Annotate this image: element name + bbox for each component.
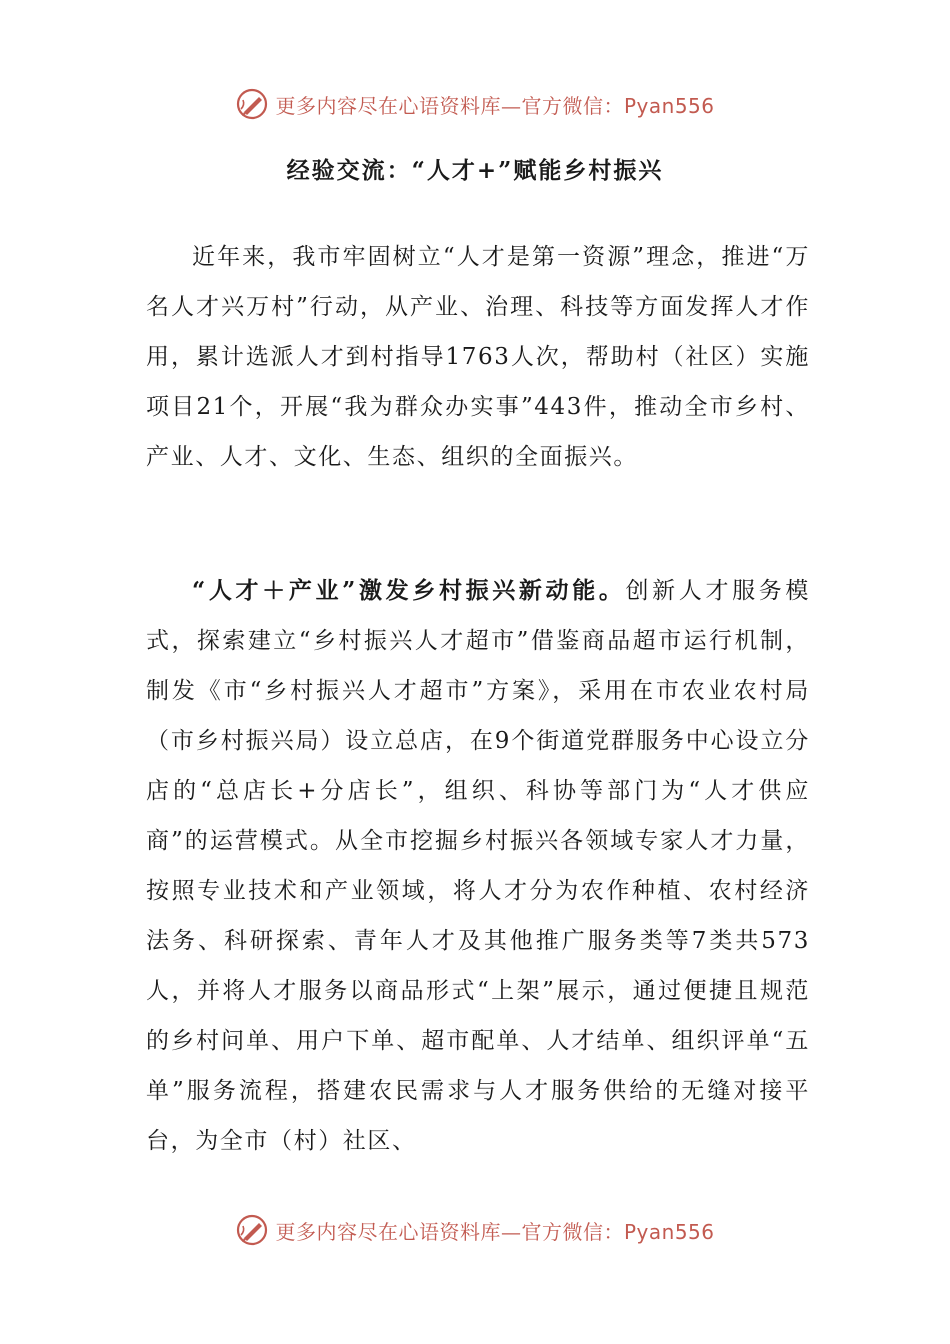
pen-seal-icon (235, 1213, 269, 1247)
pen-seal-icon (235, 87, 269, 121)
watermark-wechat-id: Pyan556 (623, 1219, 715, 1244)
paragraph (146, 566, 810, 1166)
header-watermark (0, 84, 950, 124)
watermark-text: 更多内容尽在心语资料库—官方微信：Pyan556 (275, 93, 715, 118)
document-body-paragraph-2 (146, 566, 810, 1166)
paragraph-lead: “人才＋产业”激发乡村振兴新动能。 (192, 577, 626, 604)
paragraph-text: 近年来，我市牢固树立“人才是第一资源”理念，推进“万名人才兴万村”行动，从产业、治理、科技等方面发挥人才作用，累计选派人才到村指导1763人次，帮助村（社区）实施项目21个，开展“我为群众办实事”443件，推动全市乡村、产业、人才、文化、生态、组织的全面振兴。 (146, 244, 810, 470)
watermark-text: 更多内容尽在心语资料库—官方微信：Pyan556 (275, 1219, 715, 1244)
paragraph-text: 创新人才服务模式，探索建立“乡村振兴人才超市”借鉴商品超市运行机制，制发《市“乡村振兴人才超市”方案》，采用在市农业农村局（市乡村振兴局）设立总店，在9个街道党群服务中心设立分店的“总店长+分店长”，组织、科协等部门为“人才供应商”的运营模式。从全市挖掘乡村振兴各领域专家人才力量，按照专业技术和产业领域，将人才分为农作种植、农村经济法务、科研探索、青年人才及其他推广服务类等7类共573人，并将人才服务以商品形式“上架”展示，通过便捷且规范的乡村问单、用户下单、超市配单、人才结单、组织评单“五单”服务流程，搭建农民需求与人才服务供给的无缝对接平台，为全市（村）社区、 (146, 578, 810, 1154)
footer-watermark (0, 1210, 950, 1250)
document-title: 经验交流：“人才+”赋能乡村振兴 (286, 157, 664, 184)
watermark-wechat-id: Pyan556 (623, 93, 715, 118)
paragraph (146, 232, 810, 482)
document-body-paragraph-1 (146, 232, 810, 482)
